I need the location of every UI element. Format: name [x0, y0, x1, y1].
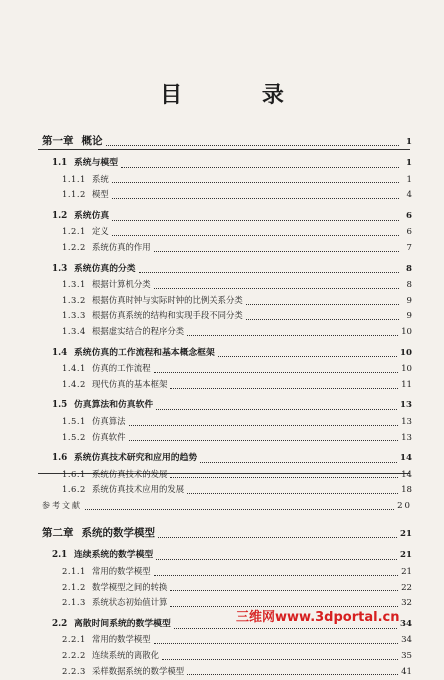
toc-entry-1-6-2[interactable]	[42, 482, 412, 498]
toc-entry-references[interactable]	[42, 498, 412, 514]
toc-entry-1-3[interactable]	[42, 262, 412, 278]
toc-entry-number: 1.2.2	[62, 241, 86, 252]
toc-entry-number: 2.1.1	[62, 566, 86, 577]
toc-entry-1-1-2[interactable]	[42, 187, 412, 203]
toc-entry-page: 21	[401, 567, 412, 578]
toc-entry-number: 1.4.1	[62, 363, 86, 374]
dot-leader	[187, 492, 398, 494]
table-of-contents	[42, 133, 412, 679]
toc-entry-1-2-2[interactable]	[42, 240, 412, 256]
toc-entry-page: 9	[406, 311, 412, 322]
toc-entry-title: 系统状态初始值计算	[92, 597, 168, 608]
toc-entry-title: 系统仿真的工作流程和基本概念框架	[74, 347, 215, 358]
dot-leader	[200, 461, 397, 463]
toc-entry-number: 1.2	[52, 210, 68, 221]
toc-entry-number: 2.2.1	[62, 634, 86, 645]
toc-entry-title: 离散时间系统的数学模型	[74, 618, 171, 629]
toc-entry-page: 21	[400, 550, 412, 561]
toc-entry-1-1[interactable]	[42, 156, 412, 172]
dot-leader	[112, 234, 399, 236]
toc-entry-title: 系统与模型	[74, 158, 118, 168]
toc-entry-number: 2.1	[52, 550, 68, 561]
dot-leader	[154, 371, 398, 373]
dot-leader	[187, 334, 398, 336]
toc-entry-number: 1.3.1	[62, 279, 86, 290]
toc-entry-title: 仿真的工作流程	[92, 363, 151, 374]
toc-entry-title: 连续系统的离散化	[92, 650, 159, 661]
toc-entry-title: 根据仿真时钟与实际时钟的比例关系分类	[92, 294, 243, 305]
dot-leader	[218, 355, 397, 357]
toc-entry-number: 2.2.2	[62, 650, 86, 661]
toc-entry-page: 1	[406, 174, 412, 185]
toc-entry-2-2-3[interactable]	[42, 664, 412, 680]
toc-entry-number: 1.1.1	[62, 173, 86, 184]
dot-leader	[154, 250, 399, 252]
toc-entry-title: 常用的数学模型	[92, 566, 151, 577]
toc-entry-number: 1.1.2	[62, 189, 86, 200]
toc-entry-title: 仿真算法	[92, 415, 126, 426]
toc-entry-number: 1.6.2	[62, 484, 86, 495]
toc-entry-1-1-1[interactable]	[42, 172, 412, 188]
toc-entry-title: 系统的数学模型	[81, 527, 155, 540]
toc-entry-2-1-2[interactable]	[42, 580, 412, 596]
toc-entry-number: 2.2.3	[62, 665, 86, 676]
toc-entry-title: 参考文献	[42, 500, 82, 510]
toc-entry-title: 系统仿真	[74, 210, 110, 221]
toc-entry-title: 系统仿真技术研究和应用的趋势	[74, 453, 198, 464]
page-title: 目 录	[160, 82, 320, 108]
toc-entry-number: 1.3.3	[62, 310, 86, 321]
dot-leader	[158, 536, 397, 538]
dot-leader	[154, 574, 398, 576]
toc-entry-page: 6	[406, 210, 412, 221]
toc-entry-第二章[interactable]	[42, 525, 412, 542]
toc-entry-number: 1.5.2	[62, 431, 86, 442]
toc-entry-title: 系统仿真技术的发展	[92, 468, 168, 479]
dot-leader	[156, 408, 397, 410]
toc-entry-number: 1.4.2	[62, 378, 86, 389]
toc-entry-number: 1.6	[52, 453, 68, 464]
toc-entry-page: 22	[401, 582, 412, 593]
toc-entry-page: 35	[401, 651, 412, 662]
toc-entry-1-2-1[interactable]	[42, 224, 412, 240]
toc-entry-page: 9	[406, 295, 412, 306]
dot-leader	[139, 271, 399, 273]
toc-entry-page: 10	[400, 347, 412, 358]
toc-entry-number: 2.2	[52, 618, 68, 629]
dot-leader	[154, 287, 399, 289]
dot-leader	[170, 476, 398, 478]
toc-entry-1-6[interactable]	[42, 451, 412, 467]
toc-entry-title: 根据计算机分类	[92, 279, 151, 290]
dot-leader	[112, 219, 399, 221]
toc-entry-page: 13	[401, 416, 412, 427]
dot-leader	[154, 642, 398, 644]
toc-entry-number: 第二章	[42, 527, 74, 540]
toc-entry-page: 10	[401, 364, 412, 375]
toc-entry-page: 8	[406, 280, 412, 291]
toc-entry-number: 1.3.4	[62, 325, 86, 336]
toc-entry-2-1-1[interactable]	[42, 564, 412, 580]
dot-leader	[162, 658, 398, 660]
toc-entry-number: 1.1	[52, 158, 68, 168]
toc-entry-1-3-1[interactable]	[42, 277, 412, 293]
toc-entry-第一章[interactable]	[42, 133, 412, 150]
toc-entry-page: 20	[397, 500, 412, 511]
toc-entry-page: 41	[401, 666, 412, 677]
toc-entry-page: 13	[401, 432, 412, 443]
toc-entry-page: 1	[406, 158, 412, 168]
toc-entry-title: 数学模型之间的转换	[92, 581, 168, 592]
toc-entry-title: 定义	[92, 226, 109, 237]
dot-leader	[246, 303, 399, 305]
toc-entry-2-2-1[interactable]	[42, 632, 412, 648]
dot-leader	[112, 197, 399, 199]
toc-entry-2-1[interactable]	[42, 548, 412, 564]
toc-entry-title: 系统仿真技术应用的发展	[92, 484, 185, 495]
toc-entry-title: 系统仿真的分类	[74, 263, 136, 274]
toc-entry-1-2[interactable]	[42, 209, 412, 225]
toc-entry-number: 2.1.2	[62, 581, 86, 592]
toc-entry-title: 采样数据系统的数学模型	[92, 665, 185, 676]
toc-entry-page: 10	[401, 326, 412, 337]
toc-entry-page: 34	[401, 635, 412, 646]
toc-entry-number: 1.6.1	[62, 468, 86, 479]
toc-entry-title: 现代仿真的基本框架	[92, 378, 168, 389]
toc-entry-1-3-3[interactable]	[42, 308, 412, 324]
dot-leader	[156, 558, 397, 560]
toc-entry-1-5-2[interactable]	[42, 430, 412, 446]
toc-entry-1-3-2[interactable]	[42, 293, 412, 309]
dot-leader	[129, 439, 399, 441]
dot-leader	[85, 508, 394, 510]
toc-entry-1-4-2[interactable]	[42, 377, 412, 393]
toc-entry-page: 8	[406, 263, 412, 274]
toc-entry-page: 6	[406, 227, 412, 238]
toc-entry-number: 第一章	[42, 135, 74, 147]
dot-leader	[170, 387, 398, 389]
toc-entry-1-5[interactable]	[42, 398, 412, 414]
toc-entry-1-3-4[interactable]	[42, 324, 412, 340]
toc-entry-2-2-2[interactable]	[42, 648, 412, 664]
dot-leader	[106, 144, 400, 146]
toc-entry-number: 1.4	[52, 347, 68, 358]
toc-entry-title: 系统	[92, 173, 109, 184]
toc-entry-page: 18	[401, 485, 412, 496]
toc-entry-title: 仿真算法和仿真软件	[74, 400, 154, 411]
site-watermark: 三维网www.3dportal.cn	[236, 610, 400, 625]
toc-entry-title: 模型	[92, 189, 109, 200]
toc-entry-title: 根据虚实结合的程序分类	[92, 325, 185, 336]
toc-entry-page: 21	[400, 529, 412, 540]
toc-entry-page: 1	[406, 137, 412, 147]
toc-entry-number: 1.3.2	[62, 294, 86, 305]
toc-entry-number: 1.3	[52, 263, 68, 274]
toc-entry-page: 13	[400, 400, 412, 411]
dot-leader	[112, 181, 399, 183]
dot-leader	[170, 589, 398, 591]
dot-leader	[246, 318, 399, 320]
toc-entry-1-6-1[interactable]	[42, 467, 412, 483]
dot-leader	[121, 166, 399, 168]
toc-entry-1-5-1[interactable]	[42, 414, 412, 430]
toc-entry-page: 14	[400, 453, 412, 464]
toc-entry-page: 4	[406, 190, 412, 201]
toc-entry-page: 14	[401, 469, 412, 480]
toc-entry-number: 1.2.1	[62, 226, 86, 237]
toc-entry-title: 仿真软件	[92, 431, 126, 442]
toc-entry-1-4[interactable]	[42, 346, 412, 362]
toc-entry-number: 1.5.1	[62, 415, 86, 426]
dot-leader	[174, 627, 397, 629]
toc-entry-page: 11	[401, 379, 412, 390]
dot-leader	[187, 673, 398, 675]
toc-entry-title: 系统仿真的作用	[92, 241, 151, 252]
toc-entry-number: 1.5	[52, 400, 68, 411]
toc-entry-title: 常用的数学模型	[92, 634, 151, 645]
toc-entry-page: 32	[401, 598, 412, 609]
toc-entry-page: 7	[406, 242, 412, 253]
toc-entry-1-4-1[interactable]	[42, 361, 412, 377]
dot-leader	[129, 424, 399, 426]
toc-entry-number: 2.1.3	[62, 597, 86, 608]
toc-entry-title: 连续系统的数学模型	[74, 550, 154, 561]
toc-entry-title: 概论	[81, 135, 103, 147]
toc-entry-title: 根据仿真系统的结构和实现手段不同分类	[92, 310, 243, 321]
toc-entry-page: 34	[400, 618, 412, 629]
